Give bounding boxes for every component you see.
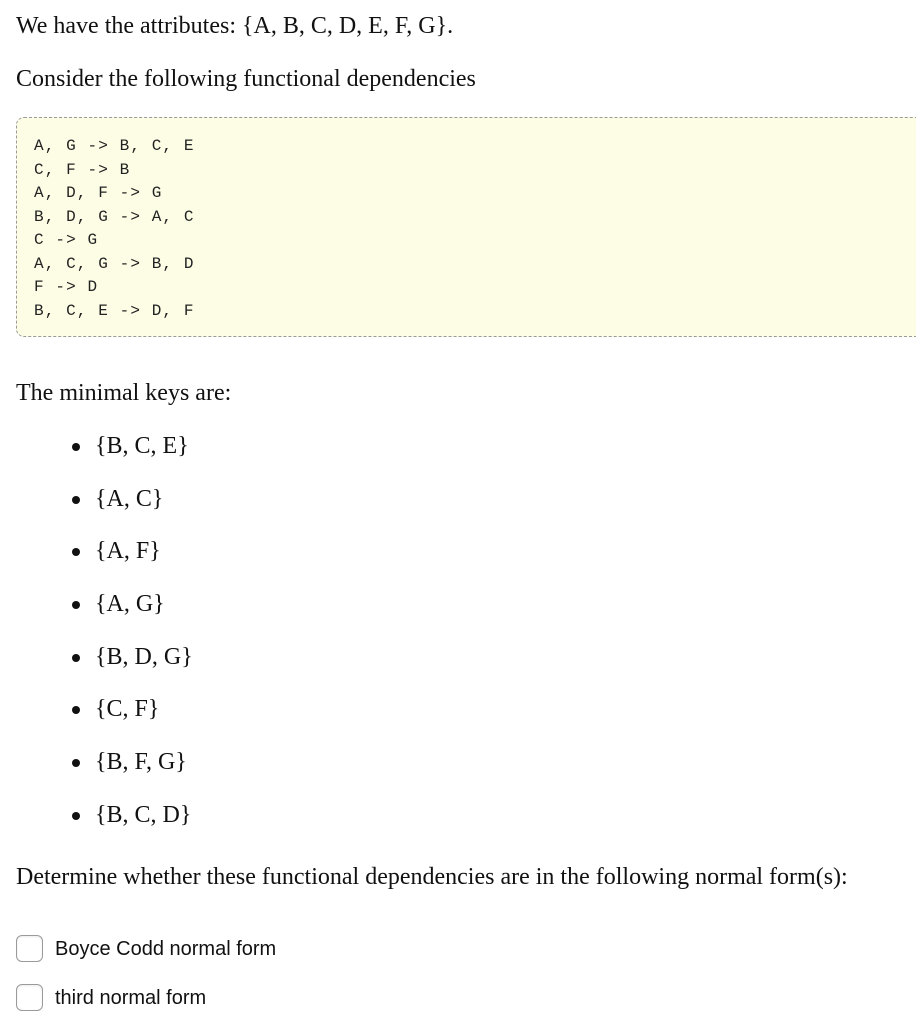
dependency-line: F -> D [34, 278, 99, 296]
list-item [60, 641, 193, 694]
list-item [60, 535, 193, 588]
list-item [60, 588, 193, 641]
bullet-icon [72, 706, 80, 714]
dependencies-intro: Consider the following functional dependencies [16, 66, 476, 92]
attributes-statement: We have the attributes: {A, B, C, D, E, F, G}. [16, 13, 454, 39]
bullet-icon [72, 654, 80, 662]
minimal-key: {A, C} [95, 485, 164, 512]
3nf-label[interactable]: third normal form [55, 986, 207, 1009]
minimal-key: {A, G} [95, 591, 165, 618]
bullet-icon [72, 496, 80, 504]
minimal-key: {A, F} [95, 538, 161, 565]
dependency-line: C -> G [34, 231, 99, 249]
bullet-icon [72, 812, 80, 820]
3nf-checkbox[interactable] [16, 984, 43, 1011]
minimal-key: {C, F} [95, 696, 160, 723]
list-item [60, 430, 193, 483]
minimal-keys-list [60, 430, 193, 852]
bullet-icon [72, 548, 80, 556]
bcnf-checkbox[interactable] [16, 935, 43, 962]
bullet-icon [72, 759, 80, 767]
question-text: Determine whether these functional dependencies are in the following normal form(s): [16, 864, 848, 890]
functional-dependencies-box [16, 117, 916, 337]
minimal-key: {B, F, G} [95, 749, 187, 776]
dependency-line: C, F -> B [34, 160, 131, 179]
minimal-key: {B, C, E} [95, 433, 189, 459]
option-bcnf[interactable] [16, 935, 276, 962]
minimal-key: {B, D, G} [95, 643, 193, 670]
bcnf-label[interactable]: Boyce Codd normal form [55, 937, 277, 960]
option-3nf[interactable] [16, 984, 206, 1011]
minimal-key: {B, C, D} [95, 801, 192, 828]
bullet-icon [72, 443, 80, 451]
dependency-line: B, D, G -> A, C [34, 207, 195, 226]
list-item [60, 483, 193, 536]
list-item [60, 799, 193, 852]
minimal-keys-heading: The minimal keys are: [16, 380, 232, 406]
dependency-line: A, C, G -> B, D [34, 254, 195, 273]
list-item [60, 693, 193, 746]
dependency-line: A, D, F -> G [34, 184, 163, 202]
dependency-line: B, C, E -> D, F [34, 301, 195, 320]
list-item [60, 746, 193, 799]
bullet-icon [72, 601, 80, 609]
dependency-line: A, G -> B, C, E [34, 137, 195, 155]
